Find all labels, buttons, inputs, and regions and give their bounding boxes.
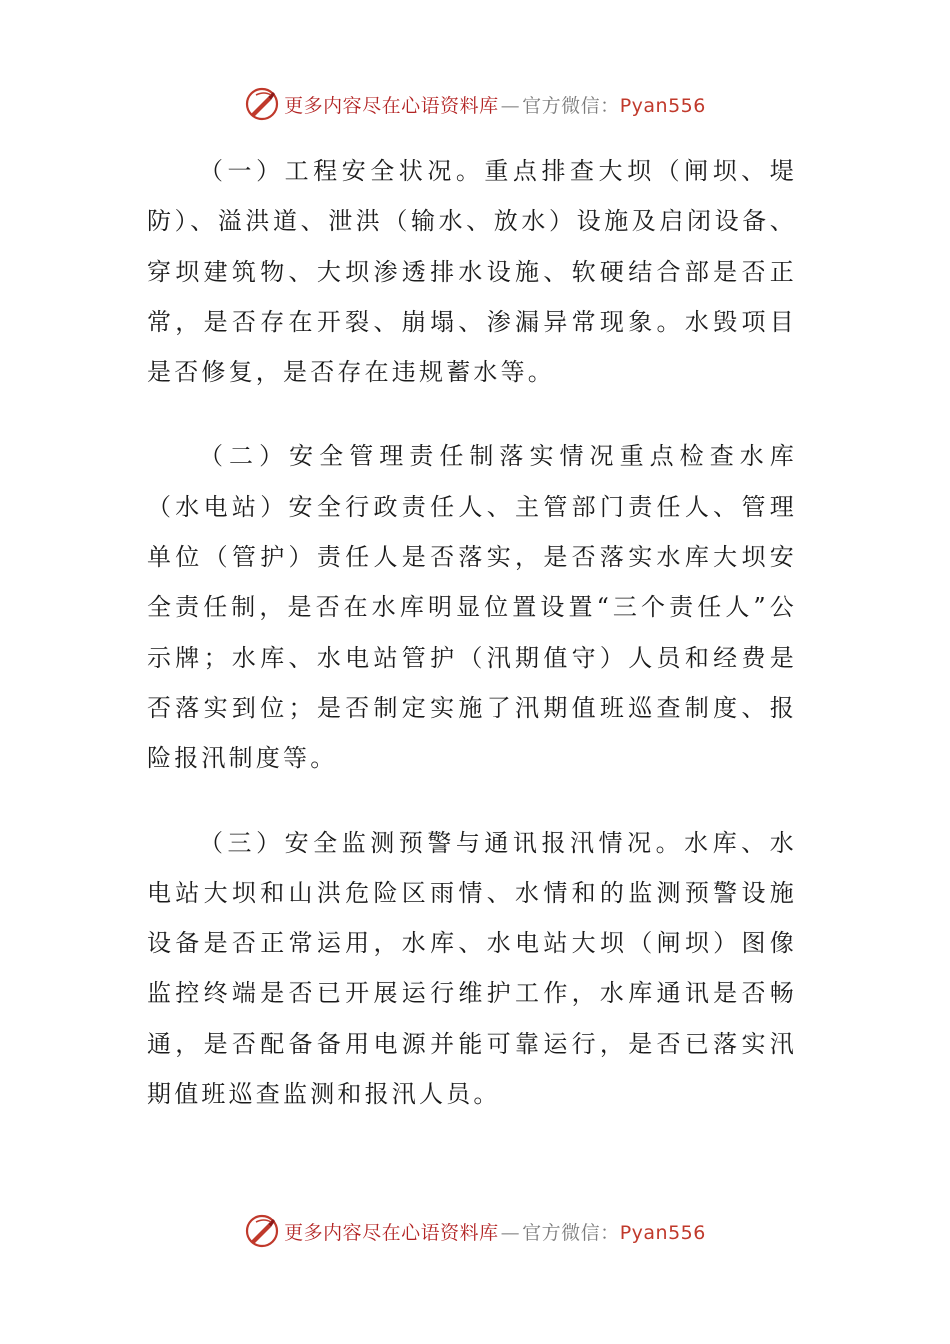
watermark-separator: — (500, 1221, 521, 1244)
paragraph-engineering-safety: （一）工程安全状况。重点排查大坝（闸坝、堤防）、溢洪道、泄洪（输水、放水）设施及启闭设备、穿坝建筑物、大坝渗透排水设施、软硬结合部是否正常，是否存在开裂、崩塌、渗漏异常现象。水毁项目是否修复，是否存在违规蓄水等。 (147, 157, 797, 387)
pen-logo-icon (244, 86, 280, 122)
watermark-text (284, 1218, 706, 1245)
document-body (147, 146, 797, 1119)
header-watermark (0, 84, 950, 124)
watermark-wechat-id: Pyan556 (619, 94, 706, 117)
paragraph-monitoring-warning: （三）安全监测预警与通讯报汛情况。水库、水电站大坝和山洪危险区雨情、水情和的监测预警设施设备是否正常运用，水库、水电站大坝（闸坝）图像监控终端是否已开展运行维护工作，水库通讯是否畅通，是否配备备用电源并能可靠运行，是否已落实汛期值班巡查监测和报汛人员。 (147, 828, 797, 1109)
watermark-separator: — (500, 94, 521, 117)
watermark-official-label: 官方微信： (522, 1221, 620, 1244)
watermark-brand: 更多内容尽在心语资料库 (284, 94, 499, 117)
footer-watermark (0, 1211, 950, 1251)
paragraph-management-responsibility: （二）安全管理责任制落实情况重点检查水库（水电站）安全行政责任人、主管部门责任人、管理单位（管护）责任人是否落实，是否落实水库大坝安全责任制，是否在水库明显位置设置“三个责任人”公示牌；水库、水电站管护（汛期值守）人员和经费是否落实到位；是否制定实施了汛期值班巡查制度、报险报汛制度等。 (147, 442, 797, 773)
watermark-wechat-id: Pyan556 (619, 1221, 706, 1244)
watermark-official-label: 官方微信： (522, 94, 620, 117)
watermark-brand: 更多内容尽在心语资料库 (284, 1221, 499, 1244)
pen-logo-icon (244, 1213, 280, 1249)
watermark-text (284, 91, 706, 118)
